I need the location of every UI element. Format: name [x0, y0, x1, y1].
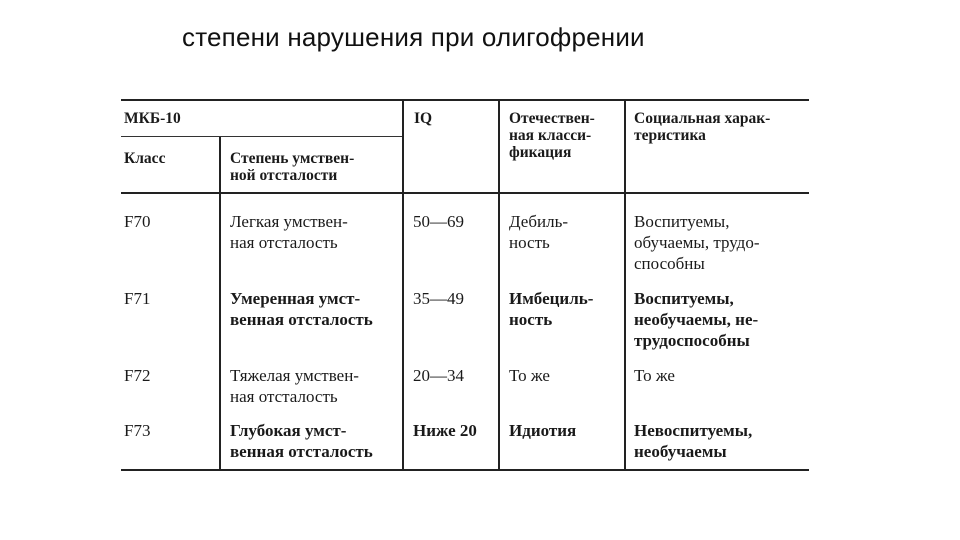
col-divider-domestic [624, 99, 626, 469]
row-code: F71 [124, 289, 151, 308]
col-divider-class [219, 137, 221, 469]
row-iq: 35—49 [413, 289, 464, 308]
header-domestic: Отечествен- ная класси- фикация [509, 110, 595, 161]
row-social: То же [634, 366, 675, 385]
header-iq: IQ [414, 110, 433, 127]
header-icd: МКБ-10 [124, 110, 181, 127]
row-code: F73 [124, 421, 151, 440]
icd-subheader-rule [121, 136, 402, 137]
header-social: Социальная харак- теристика [634, 110, 771, 144]
table-top-rule [121, 99, 809, 101]
row-domestic: Идиотия [509, 421, 577, 440]
row-iq: 20—34 [413, 366, 464, 385]
row-social: Невоспитуемы, необучаемы [634, 421, 753, 461]
col-divider-iq [498, 99, 500, 469]
row-degree: Глубокая умст- венная отсталость [230, 421, 373, 461]
row-iq: Ниже 20 [413, 421, 477, 440]
row-social: Воспитуемы, необучаемы, не- трудоспособны [634, 289, 759, 350]
row-degree: Легкая умствен- ная отсталость [230, 212, 348, 252]
row-code: F72 [124, 366, 151, 385]
header-degree: Степень умствен- ной отсталости [230, 150, 355, 184]
col-divider-degree [402, 99, 404, 469]
row-code: F70 [124, 212, 151, 231]
row-degree: Тяжелая умствен- ная отсталость [230, 366, 359, 406]
header-class: Класс [124, 150, 166, 167]
row-domestic: То же [509, 366, 550, 385]
header-bottom-rule [121, 192, 809, 194]
row-degree: Умеренная умст- венная отсталость [230, 289, 373, 329]
table-bottom-rule [121, 469, 809, 471]
row-domestic: Дебиль- ность [509, 212, 568, 252]
row-iq: 50—69 [413, 212, 464, 231]
slide-title: степени нарушения при олигофрении [182, 22, 645, 52]
row-social: Воспитуемы, обучаемы, трудо- способны [634, 212, 760, 273]
row-domestic: Имбециль- ность [509, 289, 594, 329]
